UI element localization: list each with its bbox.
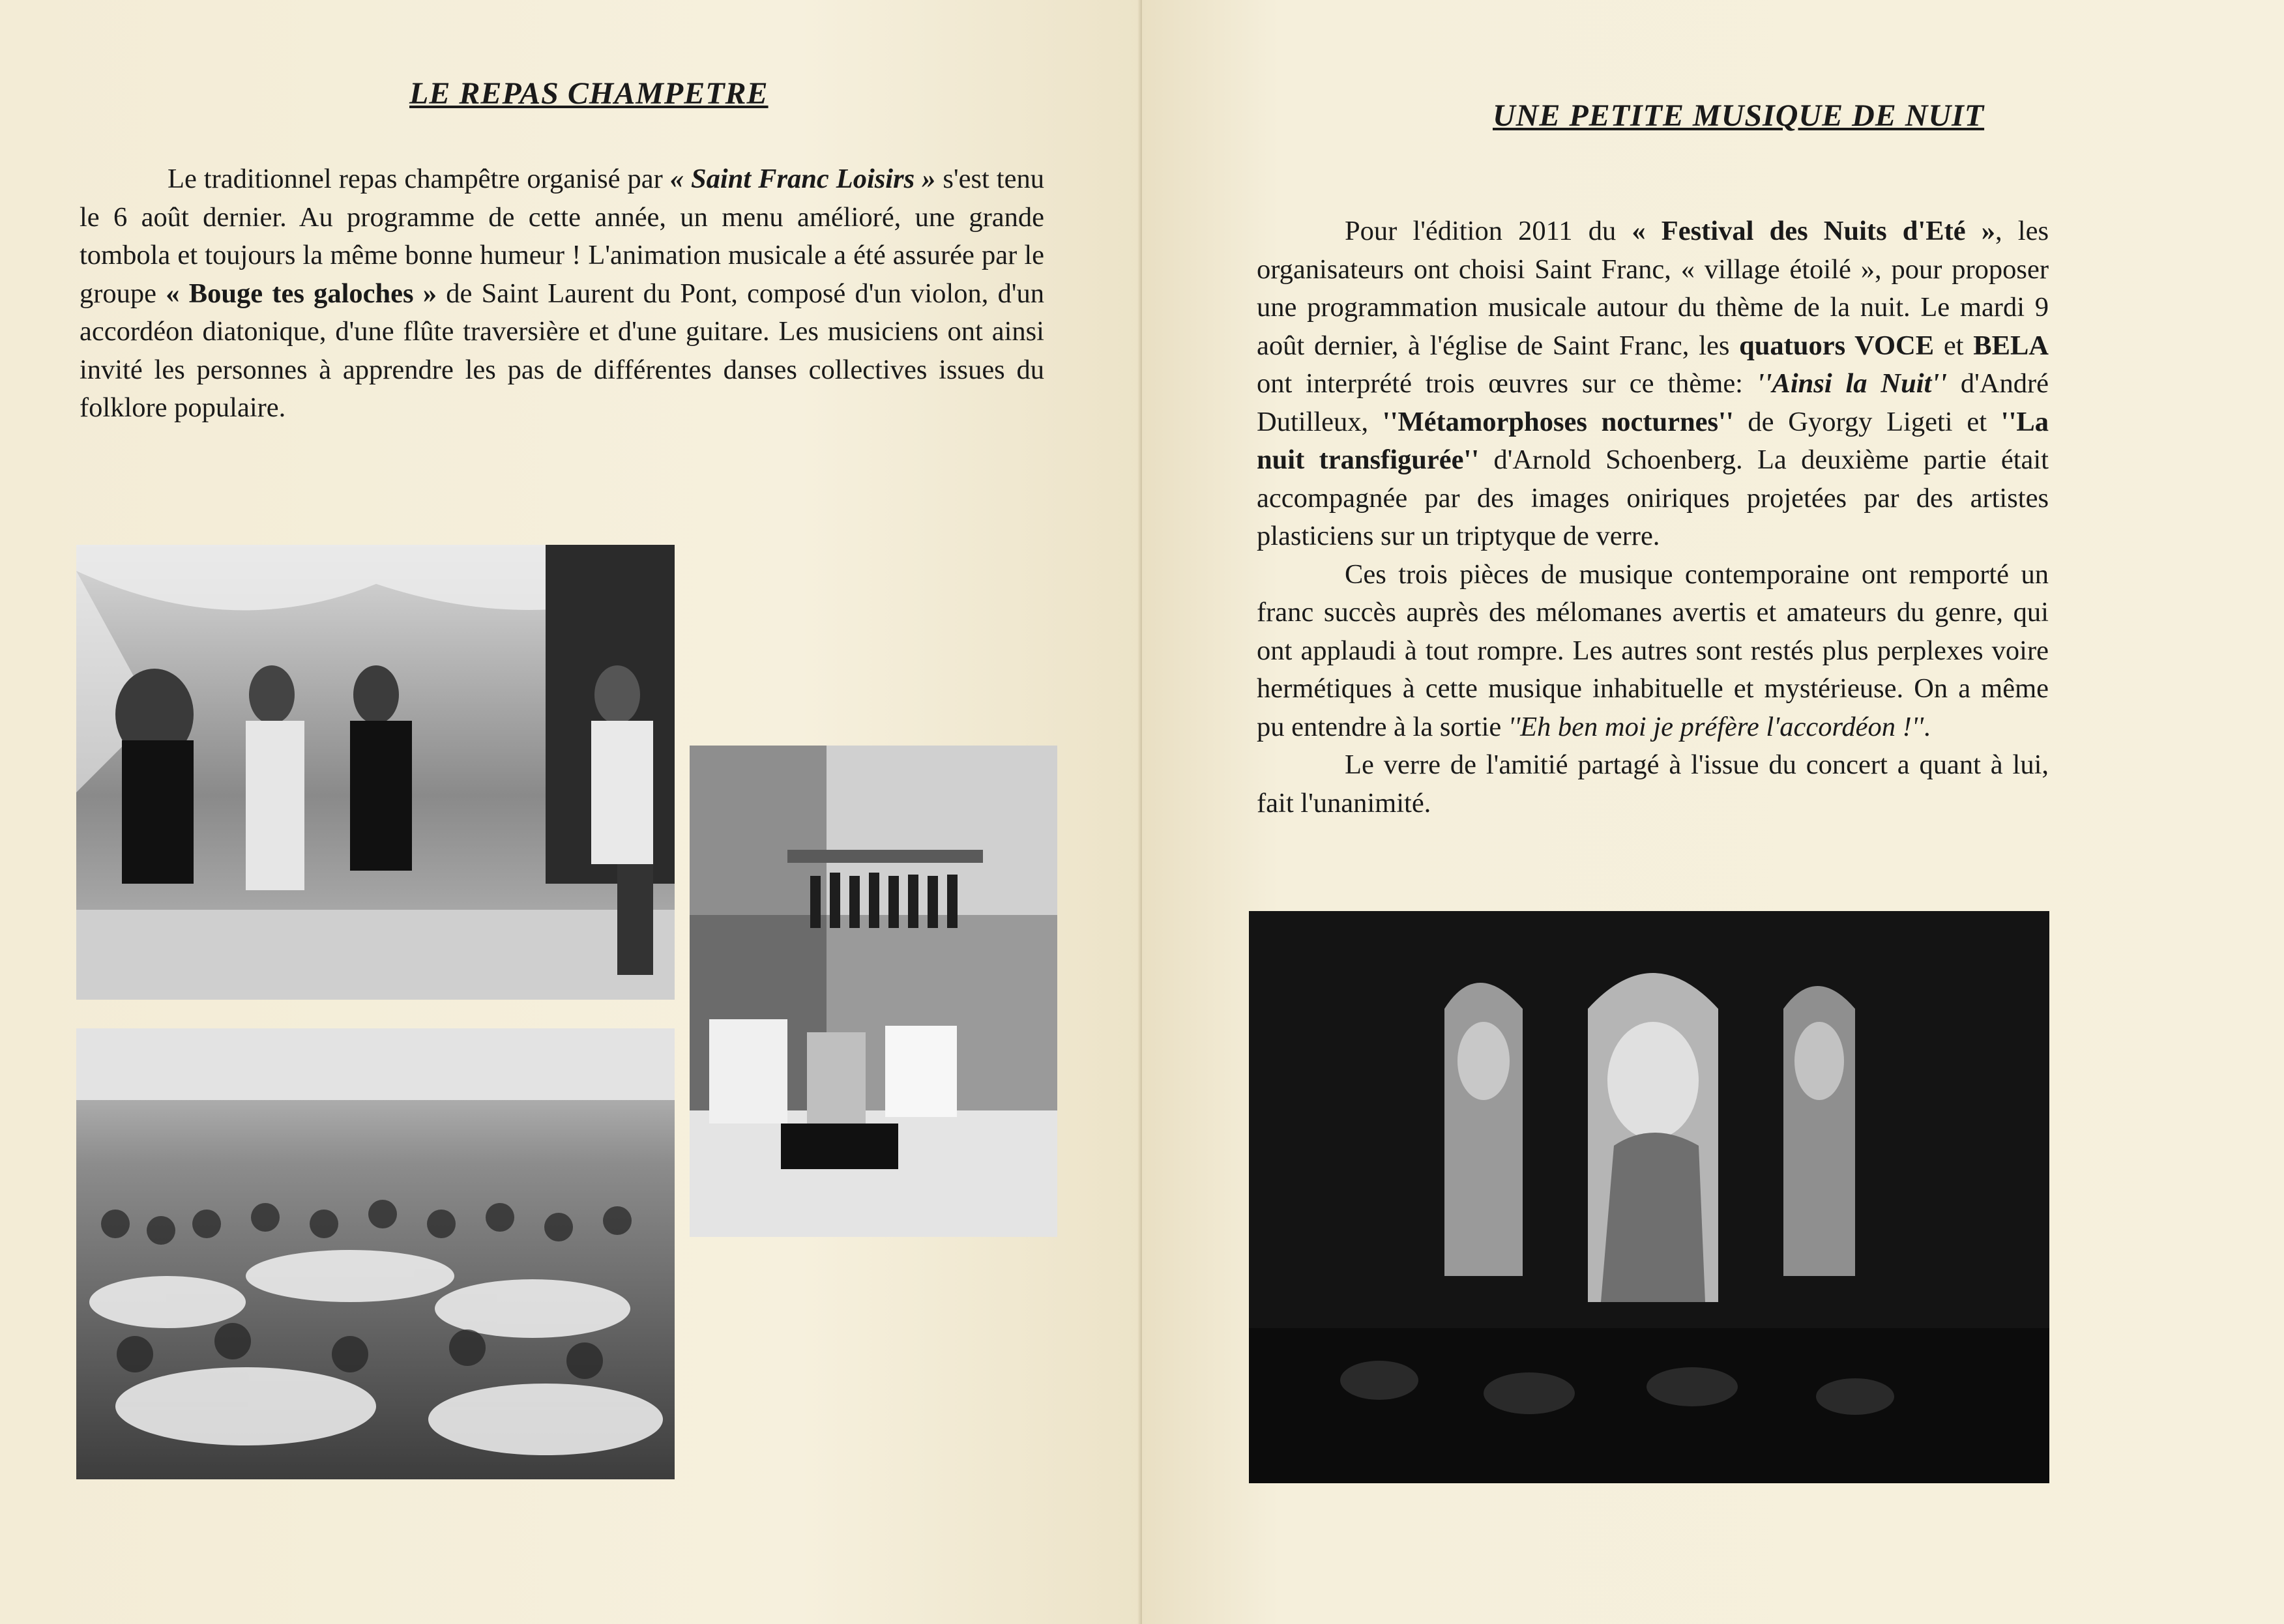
left-page-title: LE REPAS CHAMPETRE (409, 76, 769, 111)
right-paragraph-2: Ces trois pièces de musique contemporaine ont remporté un franc succès auprès des mélomanes avertis et amateurs du genre, qui ont applaudi à tout rompre. Les autres sont restés plus perplexes voire hermétiques à cette musique inhabituelle et mystérieuse. On a même pu entendre à la sortie ''Eh ben moi je préfère l'accordéon !''. (1257, 558, 2049, 742)
photo-dinner-crowd (76, 1028, 675, 1479)
photo-tombola-table (690, 746, 1057, 1237)
photo-projected-triptych (1249, 911, 2049, 1483)
photo-musicians-on-stage (76, 545, 675, 1000)
right-paragraph-3: Le verre de l'amitié partagé à l'issue du concert a quant à lui, fait l'unanimité. (1257, 749, 2049, 819)
right-page-title: UNE PETITE MUSIQUE DE NUIT (1493, 98, 1985, 133)
left-paragraph: Le traditionnel repas champêtre organisé par « Saint Franc Loisirs » s'est tenu le 6 août dernier. Au programme de cette année, un menu amélioré, une grande tombola et toujours la même bonne humeur ! L'animation musicale a été assurée par le groupe « Bouge tes galoches » de Saint Laurent du Pont, composé d'un violon, d'un accordéon diatonique, d'une flûte traversière et d'une guitare. Les musiciens ont ainsi invité les personnes à apprendre les pas de différentes danses collectives issues du folklore populaire. (80, 164, 1044, 423)
right-paragraph-1: Pour l'édition 2011 du « Festival des Nuits d'Eté », les organisateurs ont choisi Saint Franc, « village étoilé », pour proposer une programmation musicale autour du thème de la nuit. Le mardi 9 août dernier, à l'église de Saint Franc, les quatuors VOCE et BELA ont interprété trois œuvres sur ce thème: ''Ainsi la Nuit'' d'André Dutilleux, ''Métamorphoses nocturnes'' de Gyorgy Ligeti et ''La nuit transfigurée'' d'Arnold Schoenberg. La deuxième partie était accompagnée par des images oniriques projetées par des artistes plasticiens sur un triptyque de verre. (1257, 216, 2049, 551)
right-page (1142, 0, 2284, 1624)
right-text (1257, 212, 2049, 822)
